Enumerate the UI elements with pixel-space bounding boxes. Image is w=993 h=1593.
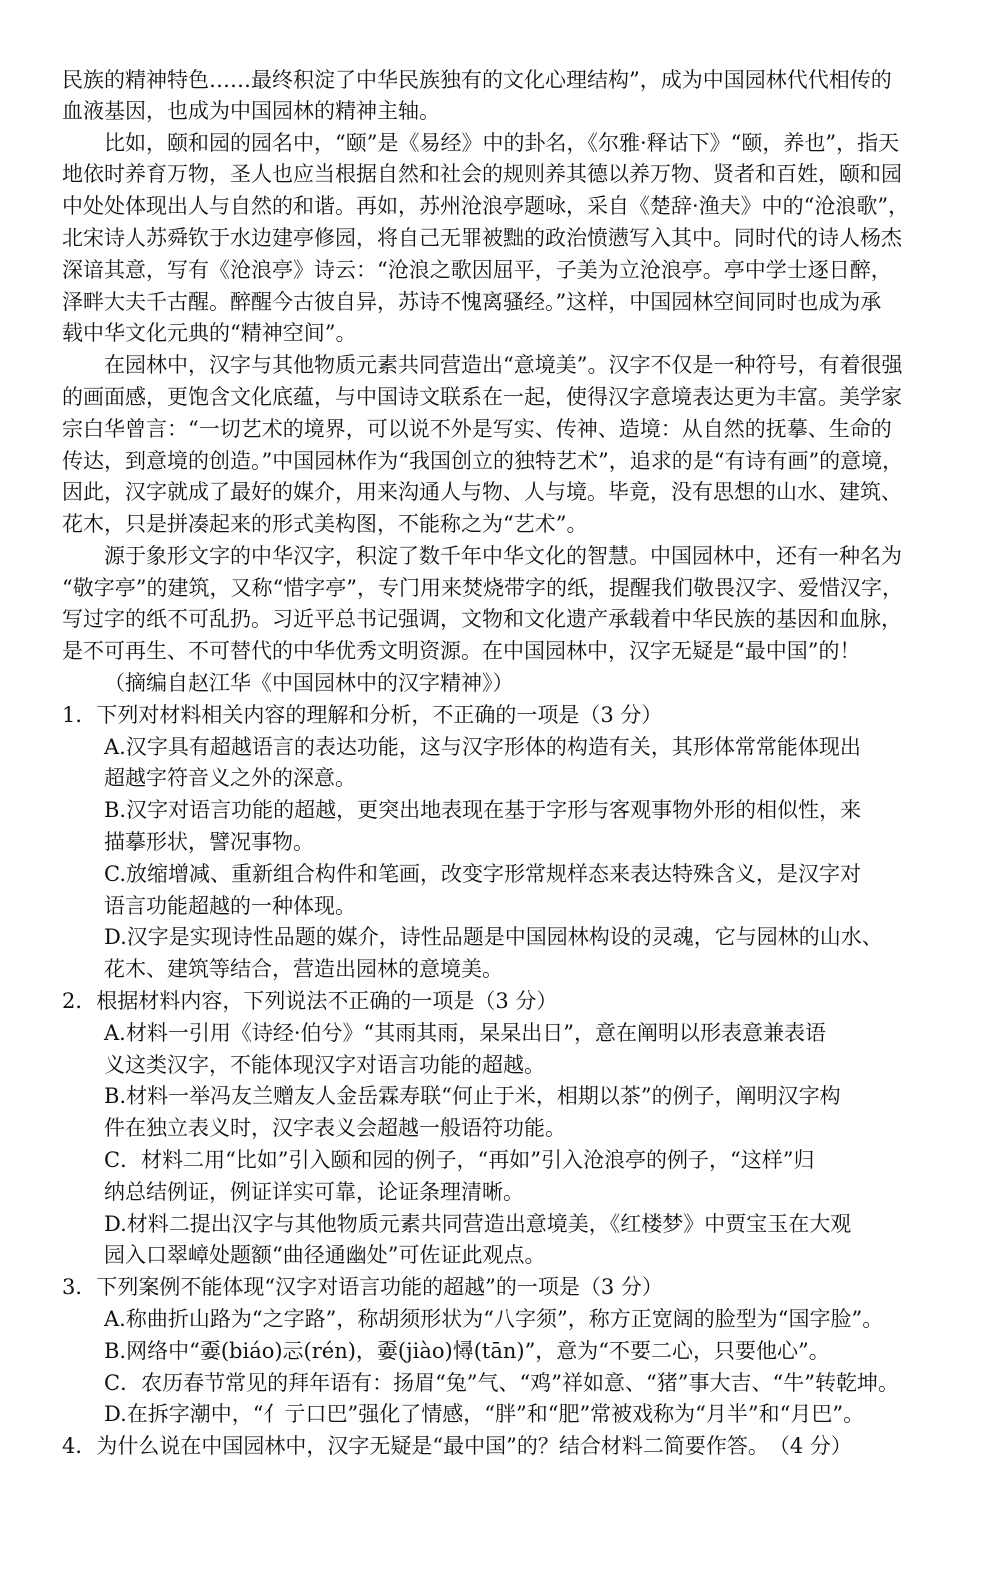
passage-line: 深谙其意，写有《沧浪亭》诗云：“沧浪之歌因屈平，子美为立沧浪亭。亭中学士逐日醉， [62, 258, 892, 282]
question-stem: 4．为什么说在中国园林中，汉字无疑是“最中国”的？结合材料二简要作答。 （4 分） [62, 1434, 852, 1458]
passage-line: 泽畔大夫千古醒。醉醒今古彼自异，苏诗不愧离骚经。”这样，中国园林空间同时也成为承 [62, 290, 882, 314]
passage-line: 源于象形文字的中华汉字，积淀了数千年中华文化的智慧。中国园林中，还有一种名为 [104, 544, 902, 568]
passage-line: “敬字亭”的建筑，又称“惜字亭”，专门用来焚烧带字的纸，提醒我们敬畏汉字、爱惜汉字， [62, 576, 903, 600]
option-c: C.放缩增减、重新组合构件和笔画，改变字形常规样态来表达特殊含义，是汉字对 [104, 862, 861, 886]
option-d: D.在拆字潮中，“亻亍口巴”强化了情感，“胖”和“肥”常被戏称为“月半”和“月巴”。 [104, 1402, 865, 1426]
passage-line: 民族的精神特色……最终积淀了中华民族独有的文化心理结构”，成为中国园林代代相传的 [62, 68, 892, 92]
option-a: A.材料一引用《诗经·伯兮》“其雨其雨，杲杲出日”，意在阐明以形表意兼表语 [104, 1021, 826, 1045]
passage-line: 花木，只是拼凑起来的形式美构图，不能称之为“艺术”。 [62, 512, 588, 536]
passage-line: 比如，颐和园的园名中，“颐”是《易经》中的卦名，《尔雅·释诂下》“颐，养也”，指天 [104, 131, 900, 155]
option-c: C．材料二用“比如”引入颐和园的例子，“再如”引入沧浪亭的例子，“这样”归 [104, 1148, 815, 1172]
question-stem: 1．下列对材料相关内容的理解和分析，不正确的一项是（3 分） [62, 703, 663, 727]
option-b-cont: 件在独立表义时，汉字表义会超越一般语符功能。 [104, 1116, 566, 1140]
option-a-cont: 义这类汉字，不能体现汉字对语言功能的超越。 [104, 1053, 545, 1077]
passage-line: 中处处体现出人与自然的和谐。再如，苏州沧浪亭题咏，采自《楚辞·渔夫》中的“沧浪歌”， [62, 194, 910, 218]
option-d-cont: 园入口翠嶂处题额“曲径通幽处”可佐证此观点。 [104, 1243, 546, 1267]
option-d-cont: 花木、建筑等结合，营造出园林的意境美。 [104, 957, 503, 981]
passage-line: 写过字的纸不可乱扔。习近平总书记强调，文物和文化遗产承载着中华民族的基因和血脉， [62, 607, 902, 631]
option-c-cont: 纳总结例证，例证详实可靠，论证条理清晰。 [104, 1180, 524, 1204]
passage-source: （摘编自赵江华《中国园林中的汉字精神》） [104, 671, 514, 695]
passage-line: 在园林中，汉字与其他物质元素共同营造出“意境美”。汉字不仅是一种符号，有着很强 [104, 353, 903, 377]
option-a: A.称曲折山路为“之字路”，称胡须形状为“八字须”，称方正宽阔的脸型为“国字脸”。 [104, 1307, 884, 1331]
option-b: B.网络中“嫑(biáo)忈(rén)，嫑(jiào)憳(tān)”，意为“不要二心，只要他心”。 [104, 1339, 830, 1363]
option-a-cont: 超越字符音义之外的深意。 [104, 766, 356, 790]
passage-line: 宗白华曾言：“一切艺术的境界，可以说不外是写实、传神、造境：从自然的抚摹、生命的 [62, 417, 892, 441]
option-b: B.材料一举冯友兰赠友人金岳霖寿联“何止于米，相期以茶”的例子，阐明汉字构 [104, 1084, 841, 1108]
option-d: D.材料二提出汉字与其他物质元素共同营造出意境美，《红楼梦》中贾宝玉在大观 [104, 1212, 852, 1236]
option-a: A.汉字具有超越语言的表达功能，这与汉字形体的构造有关，其形体常常能体现出 [104, 735, 861, 759]
option-b-cont: 描摹形状，譬况事物。 [104, 830, 314, 854]
passage-line: 传达，到意境的创造。”中国园林作为“我国创立的独特艺术”，追求的是“有诗有画”的意境， [62, 449, 904, 473]
option-b: B.汉字对语言功能的超越，更突出地表现在基于字形与客观事物外形的相似性，来 [104, 798, 862, 822]
passage-line: 是不可再生、不可替代的中华优秀文明资源。在中国园林中，汉字无疑是“最中国”的！ [62, 639, 861, 663]
passage-line: 因此，汉字就成了最好的媒介，用来沟通人与物、人与境。毕竟，没有思想的山水、建筑、 [62, 480, 902, 504]
option-c-cont: 语言功能超越的一种体现。 [104, 894, 356, 918]
passage-line: 血液基因，也成为中国园林的精神主轴。 [62, 99, 440, 123]
option-c: C．农历春节常见的拜年语有：扬眉“兔”气、“鸡”祥如意、“猪”事大吉、“牛”转乾坤。 [104, 1371, 899, 1395]
question-stem: 3．下列案例不能体现“汉字对语言功能的超越”的一项是（3 分） [62, 1275, 663, 1299]
passage-line: 的画面感，更饱含文化底蕴，与中国诗文联系在一起，使得汉字意境表达更为丰富。美学家 [62, 385, 902, 409]
passage-line: 地依时养育万物，圣人也应当根据自然和社会的规则养其德以养万物、贤者和百姓，颐和园 [62, 162, 902, 186]
option-d: D.汉字是实现诗性品题的媒介，诗性品题是中国园林构设的灵魂，它与园林的山水、 [104, 925, 883, 949]
question-stem: 2．根据材料内容，下列说法不正确的一项是（3 分） [62, 989, 558, 1013]
passage-line: 载中华文化元典的“精神空间”。 [62, 321, 357, 345]
passage-line: 北宋诗人苏舜钦于水边建亭修园，将自己无罪被黜的政治愤懑写入其中。同时代的诗人杨杰 [62, 226, 902, 250]
